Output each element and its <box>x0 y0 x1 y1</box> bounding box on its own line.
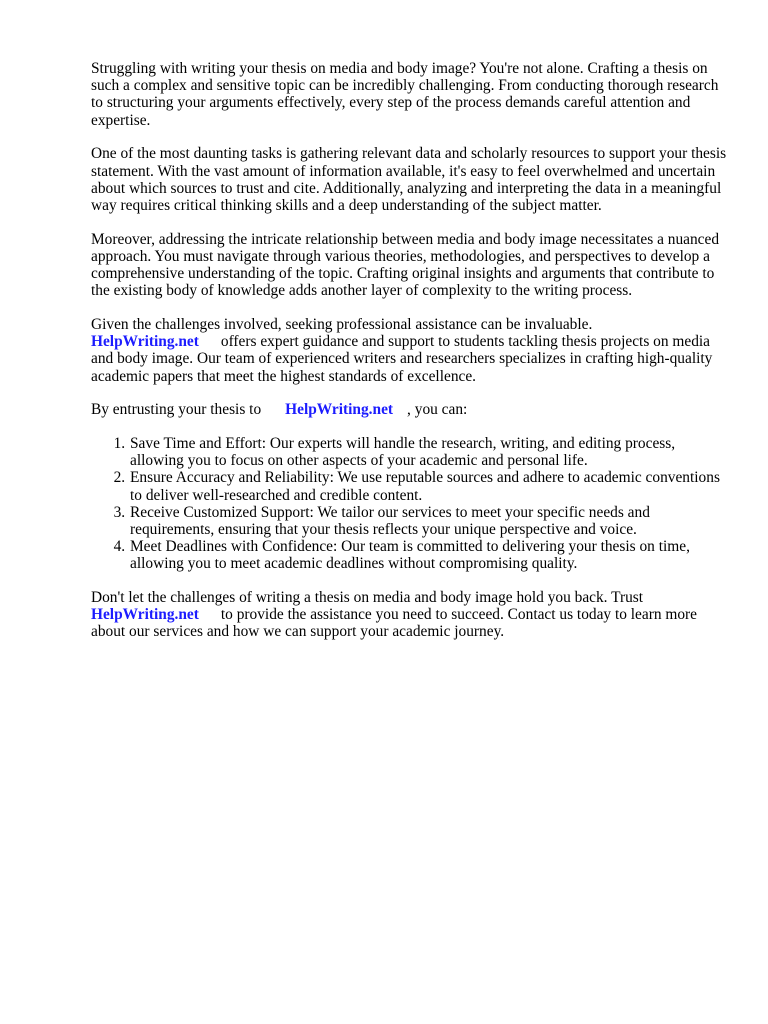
entrusting-text: By entrusting your thesis to <box>91 401 262 419</box>
research-paragraph: One of the most daunting tasks is gathering relevant data and scholarly resources to support your thesis statement. With the vast amount of information available, it's easy to feel overwhelmed and uncertain about which sources to trust and cite. Additionally, analyzing and interpreting the data in a meaningful way requires critical thinking skills and a deep understanding of the subject matter. <box>91 145 727 214</box>
helpwriting-link[interactable]: HelpWriting.net <box>91 606 199 624</box>
assistance-paragraph <box>91 316 731 385</box>
closing-paragraph <box>91 589 731 641</box>
complexity-paragraph: Moreover, addressing the intricate relationship between media and body image necessitates a nuanced approach. You must navigate through various theories, methodologies, and perspectives to develop a comprehensive understanding of the topic. Crafting original insights and arguments that contribute to the existing body of knowledge adds another layer of complexity to the writing process. <box>91 230 720 300</box>
list-item: 3. Receive Customized Support: We tailor our services to meet your specific needs and requirements, ensuring that your thesis reflects your unique perspective and voice. <box>129 504 731 538</box>
list-item: 1. Save Time and Effort: Our experts will handle the research, writing, and editing process, allowing you to focus on other aspects of your academic and personal life. <box>129 435 731 469</box>
list-item: 2. Ensure Accuracy and Reliability: We use reputable sources and adhere to academic conventions to deliver well-researched and credible content. <box>129 469 731 503</box>
benefits-list <box>91 435 731 573</box>
entrusting-paragraph <box>91 401 731 418</box>
you-can-text: , you can: <box>407 401 468 419</box>
closing-intro-text: Don't let the challenges of writing a thesis on media and body image hold you back. Trust <box>91 589 644 607</box>
assistance-rest-text: offers expert guidance and support to students tackling thesis projects on media and body image. Our team of experienced writers and researchers specializes in crafting high-quality academic papers that meet the highest standards of excellence. <box>91 333 713 385</box>
assistance-intro-text: Given the challenges involved, seeking professional assistance can be invaluable. <box>91 315 593 333</box>
helpwriting-link[interactable]: HelpWriting.net <box>285 401 394 419</box>
document-body <box>91 60 731 657</box>
closing-rest-text: to provide the assistance you need to succeed. Contact us today to learn more about our services and how we can support your academic journey. <box>91 606 698 641</box>
intro-paragraph: Struggling with writing your thesis on media and body image? You're not alone. Crafting a thesis on such a complex and sensitive topic can be incredibly challenging. From conducting thorough research to structuring your arguments effectively, every step of the process demands careful attention and expertise. <box>91 60 719 129</box>
helpwriting-link[interactable]: HelpWriting.net <box>91 333 199 351</box>
list-item: 4. Meet Deadlines with Confidence: Our team is committed to delivering your thesis on time, allowing you to meet academic deadlines without compromising quality. <box>129 538 731 572</box>
